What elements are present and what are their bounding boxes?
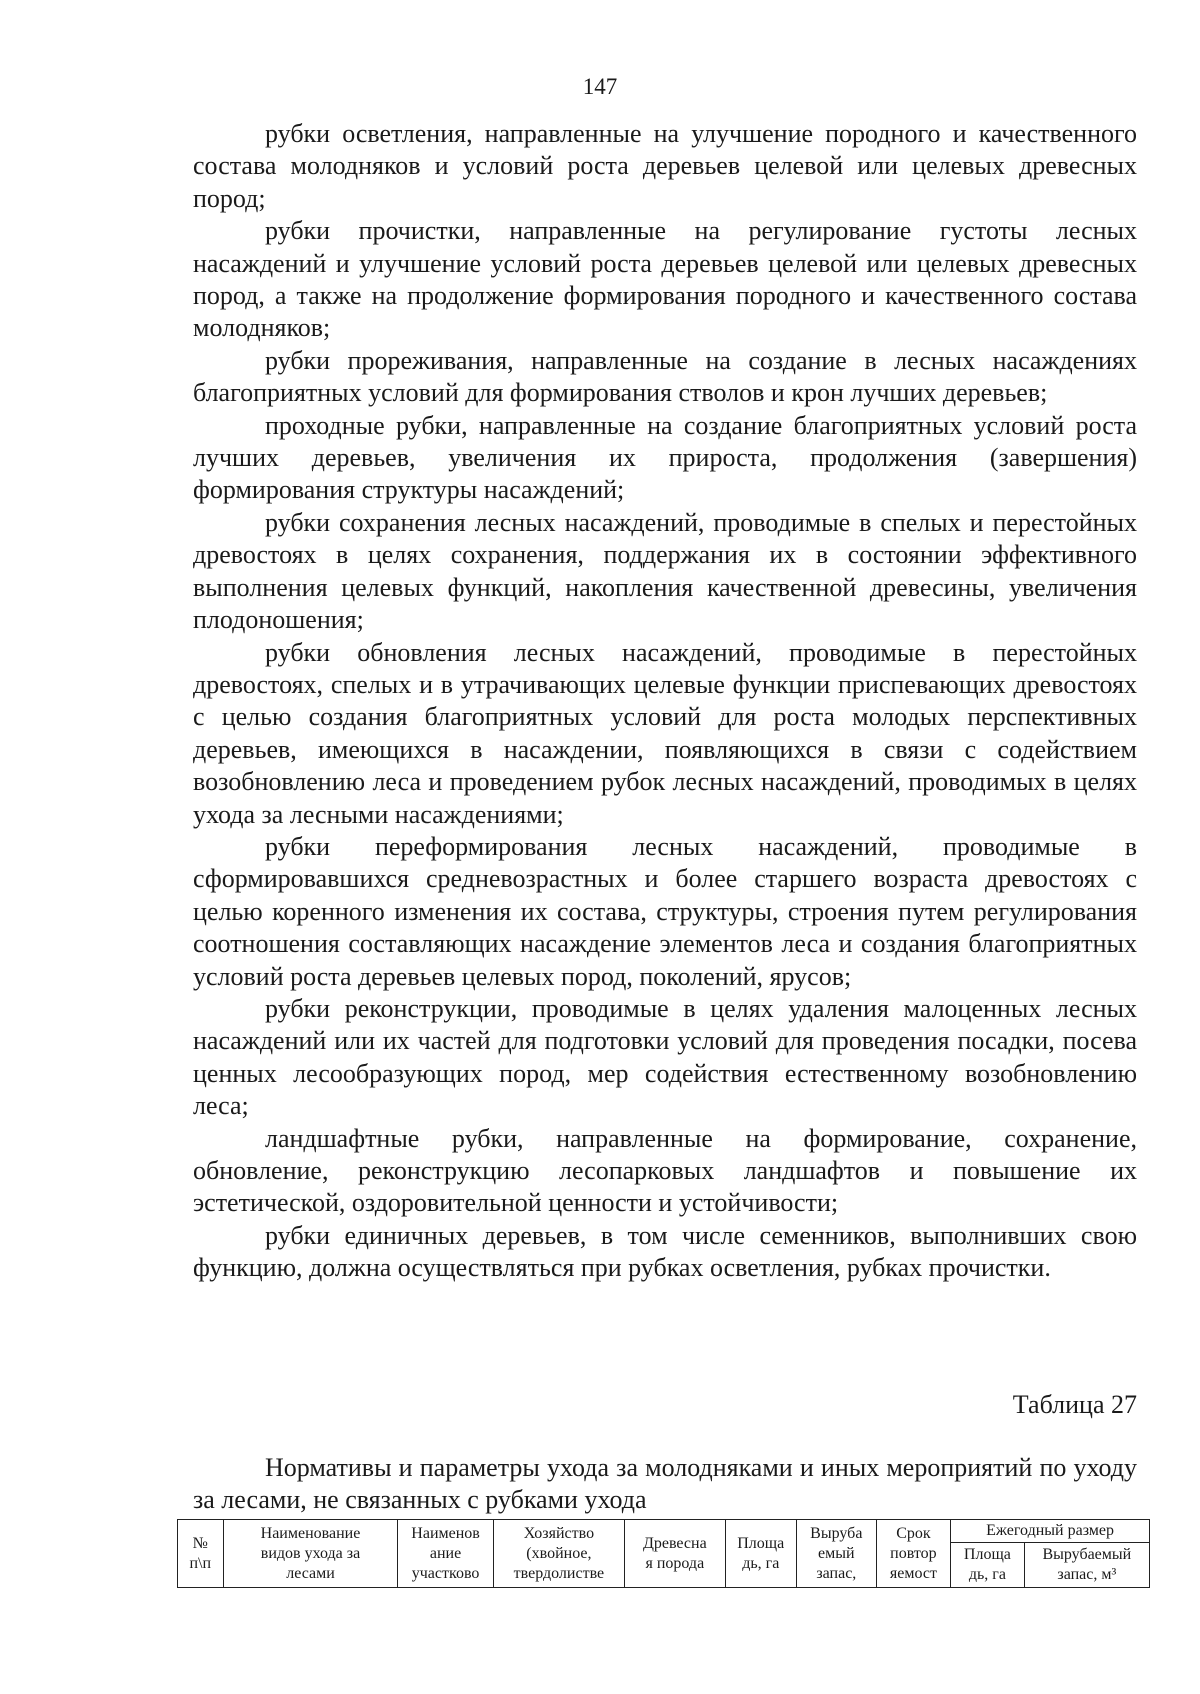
paragraph: ландшафтные рубки, направленные на формирование, сохранение, обновление, реконструкцию лесопарковых ландшафтов и повышение их эстетической, оздоровительной ценности и устойчивости; bbox=[193, 1123, 1137, 1218]
col-header-species: Древесна я порода bbox=[625, 1520, 725, 1588]
col-header-farm: Хозяйство (хвойное, твердолистве bbox=[493, 1520, 624, 1588]
paragraph: рубки прочистки, направленные на регулирование густоты лесных насаждений и улучшение условий роста деревьев целевой или целевых древесных пород, а также на продолжение формирования породного и качественного состава молодняков; bbox=[193, 216, 1137, 343]
paragraph: рубки прореживания, направленные на создание в лесных насаждениях благоприятных условий для формирования стволов и крон лучших деревьев; bbox=[193, 345, 1137, 408]
paragraph: рубки осветления, направленные на улучшение породного и качественного состава молодняков и условий роста деревьев целевой или целевых древесных пород; bbox=[193, 119, 1137, 213]
col-header-number: № п\п bbox=[178, 1520, 224, 1588]
page-bottom-margin bbox=[0, 1588, 1200, 1694]
col-header-repeat: Срок повтор яемост bbox=[876, 1520, 951, 1588]
col-header-annual: Ежегодный размер bbox=[951, 1520, 1150, 1543]
col-header-area: Площа дь, га bbox=[725, 1520, 796, 1588]
col-header-annual-area: Площа дь, га bbox=[951, 1543, 1024, 1588]
norms-table bbox=[177, 1519, 1150, 1588]
page-number: 147 bbox=[582, 74, 618, 99]
paragraph: рубки единичных деревьев, в том числе семенников, выполнивших свою функцию, должна осуществляться при рубках осветления, рубках прочистки. bbox=[193, 1220, 1137, 1283]
paragraph: рубки реконструкции, проводимые в целях удаления малоценных лесных насаждений или их частей для подготовки условий для проведения посадки, посева ценных лесообразующих пород, мер содействия естественному возобновлению леса; bbox=[193, 993, 1137, 1121]
paragraph: рубки переформирования лесных насаждений, проводимые в сформировавшихся средневозрастных и более старшего возраста древостоях с целью коренного изменения их состава, структуры, строения путем регулирования соотношения составляющих насаждение элементов леса и создания благоприятных условий роста деревьев целевых пород, поколений, ярусов; bbox=[193, 831, 1137, 991]
col-header-plot: Наименов ание участково bbox=[398, 1520, 493, 1588]
paragraph: проходные рубки, направленные на создание благоприятных условий роста лучших деревьев, увеличения их прироста, продолжения (завершения) формирования структуры насаждений; bbox=[193, 410, 1137, 505]
paragraph: рубки обновления лесных насаждений, проводимые в перестойных древостоях, спелых и в утрачивающих целевые функции приспевающих древостоях с целью создания благоприятных условий для роста молодых перспективных деревьев, имеющихся в насаждении, появляющихся в связи с содействием возобновлению леса и проведением рубок лесных насаждений, проводимых в целях ухода за лесными насаждениями; bbox=[193, 637, 1137, 829]
table-title: Нормативы и параметры ухода за молодняками и иных мероприятий по уходу за лесами, не связанных с рубками ухода bbox=[193, 1453, 1137, 1514]
col-header-care-type: Наименование видов ухода за лесами bbox=[223, 1520, 398, 1588]
col-header-annual-stock: Вырубаемый запас, м³ bbox=[1024, 1543, 1149, 1588]
table-caption: Таблица 27 bbox=[1012, 1390, 1137, 1419]
body-text bbox=[193, 118, 1137, 1285]
paragraph: рубки сохранения лесных насаждений, проводимые в спелых и перестойных древостоях в целях сохранения, поддержания их в состоянии эффективного выполнения целевых функций, накопления качественной древесины, увеличения плодоношения; bbox=[193, 507, 1137, 635]
col-header-felled-stock: Выруба емый запас, bbox=[796, 1520, 876, 1588]
